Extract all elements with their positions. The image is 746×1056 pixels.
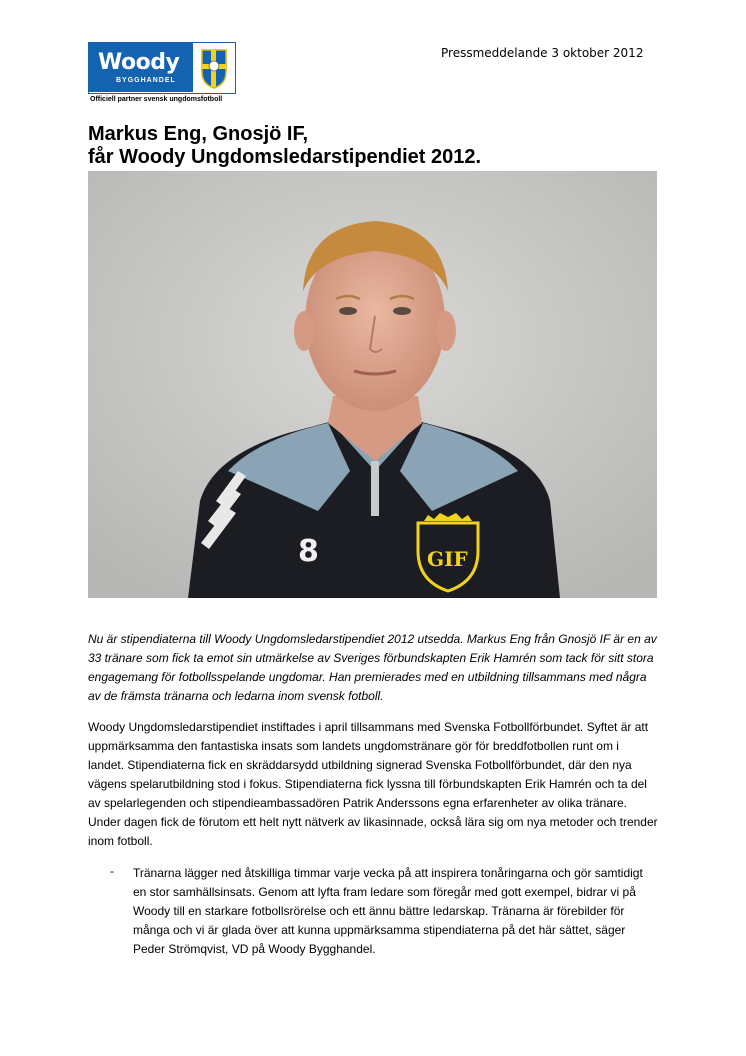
jersey-number: 8 bbox=[298, 534, 319, 569]
quote-paragraph: Tränarna lägger ned åtskilliga timmar varje vecka på att inspirera tonåringarna och gör samtidigt en stor samhällsinsats. Genom att lyfta fram ledare som föregår med gott exempel, bidrar vi på Woody till en starkare fotbollsrörelse och ett ännu bättre ledarskap. Tränarna är förebilder för många och vi är glada över att kunna uppmärksamma stipendiaterna på det här sättet, säger Peder Strömqvist, VD på Woody Bygghandel. bbox=[133, 866, 643, 956]
portrait-photo bbox=[88, 171, 657, 598]
quote-dash: - bbox=[110, 864, 114, 878]
logo-brand-block bbox=[88, 42, 193, 92]
logo-subtitle: BYGGHANDEL bbox=[116, 77, 176, 84]
crest-text: GIF bbox=[427, 547, 468, 571]
logo-tagline: Officiell partner svensk ungdomsfotboll bbox=[90, 96, 223, 103]
woody-logo bbox=[88, 42, 236, 107]
logo-wordmark: Woody bbox=[98, 50, 180, 75]
press-release-date: Pressmeddelande 3 oktober 2012 bbox=[441, 46, 644, 60]
body-paragraph: Woody Ungdomsledarstipendiet instiftades i april tillsammans med Svenska Fotbollförbundet. Syftet är att uppmärksamma den fantastiska insats som landets ungdomstränare gör för breddfotbollen runt om i landet. Stipendiaterna fick en skräddarsydd utbildning signerad Svenska Fotbollförbundet, där den nya vägens spelarutbildning stod i fokus. Stipendiaterna fick lyssna till förbundskapten Erik Hamrén och ta del av spelarlegenden och stipendieambassadören Patrik Anderssons egna erfarenheter av olika tränare. Under dagen fick de förutom ett helt nytt nätverk av likasinnade, också lära sig om nya metoder och trender inom fotboll. bbox=[88, 720, 658, 848]
swedish-football-crest-icon bbox=[200, 46, 228, 90]
title-line-2: får Woody Ungdomsledarstipendiet 2012. bbox=[88, 146, 482, 168]
lead-paragraph: Nu är stipendiaterna till Woody Ungdomsledarstipendiet 2012 utsedda. Markus Eng från Gnosjö IF är en av 33 tränare som fick ta emot sin utmärkelse av Sveriges förbundskapten Erik Hamrén som tack för sitt stora engagemang för fotbollsspelande ungdomar. Han premierades med en utbildning tillsammans med några av de främsta tränarna och ledarna inom svensk fotboll. bbox=[88, 632, 657, 703]
article-title bbox=[88, 123, 481, 169]
title-line-1: Markus Eng, Gnosjö IF, bbox=[88, 123, 309, 145]
